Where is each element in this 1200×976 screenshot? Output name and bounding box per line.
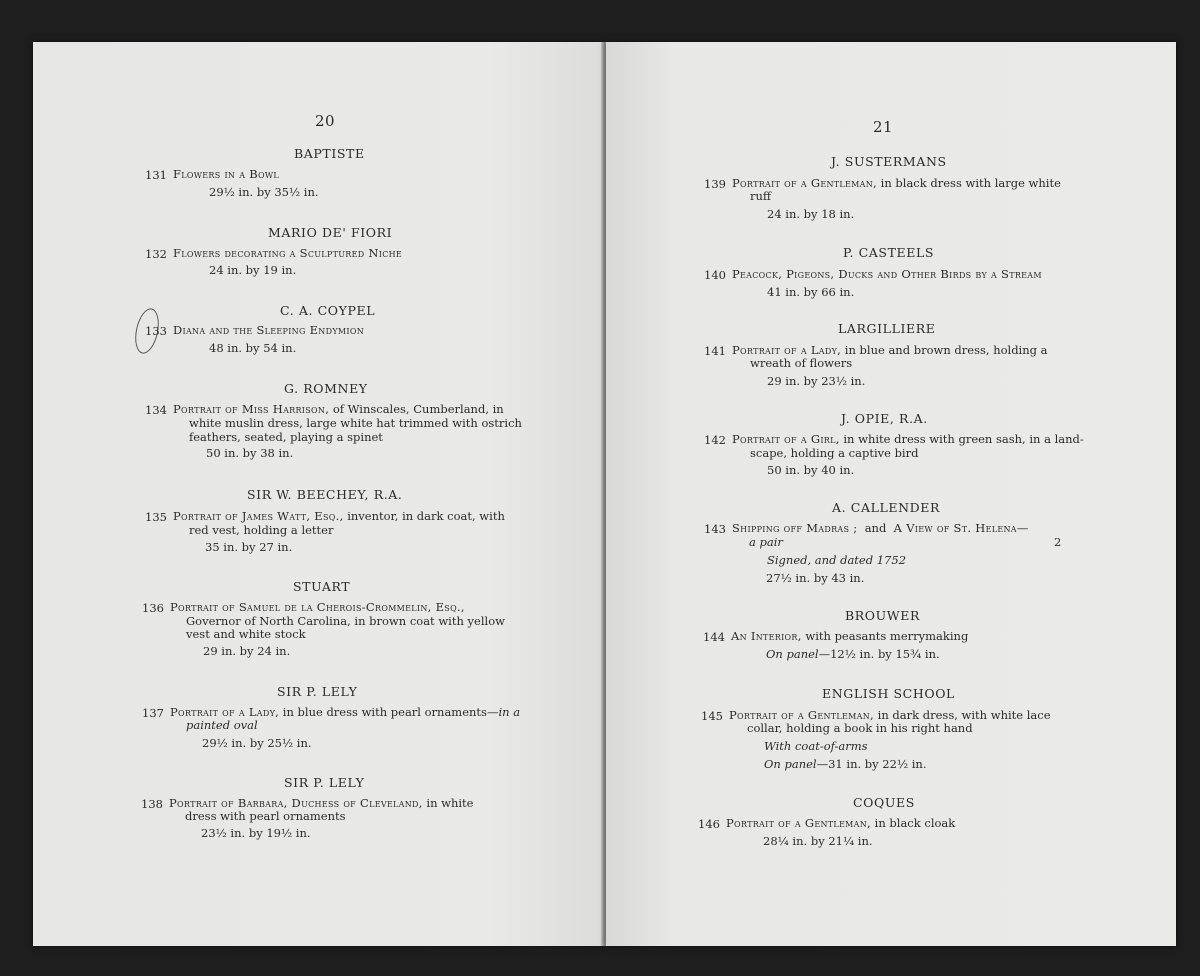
lot-size: 29½ in. by 25½ in. [202, 736, 312, 750]
lot-text: scape, holding a captive bird [750, 446, 919, 460]
artist-heading: STUART [293, 579, 351, 594]
lot-title: Portrait of Samuel de la Cherois-Crommelin, Esq., [170, 600, 465, 614]
lot-title: Diana and the Sleeping Endymion [173, 323, 365, 337]
page-number-right: 21 [873, 118, 894, 136]
lot-number: 141 [704, 344, 726, 358]
lot-number: 135 [145, 510, 167, 524]
lot-text: Portrait of a Girl, in white dress with green sash, in a land- [732, 432, 1084, 446]
lot-size: 23½ in. by 19½ in. [201, 826, 311, 840]
page-number-left: 20 [315, 112, 336, 130]
lot-number: 133 [145, 324, 167, 338]
lot-size: 29½ in. by 35½ in. [209, 185, 319, 199]
artist-heading: G. ROMNEY [284, 381, 368, 396]
lot-size: 24 in. by 18 in. [767, 207, 855, 221]
lot-text: Portrait of a Gentleman, in dark dress, with white lace [729, 708, 1051, 722]
lot-note: With coat-of-arms [764, 739, 868, 753]
lot-title: Flowers in a Bowl [173, 167, 279, 181]
lot-text: dress with pearl ornaments [185, 809, 346, 823]
lot-text: Shipping off Madras ; and A View of St. Helena— [732, 521, 1029, 535]
artist-heading: P. CASTEELS [843, 245, 935, 260]
lot-number: 137 [142, 706, 164, 720]
lot-text: a pair [749, 535, 783, 549]
lot-text: collar, holding a book in his right hand [747, 721, 973, 735]
lot-size: 50 in. by 40 in. [767, 463, 855, 477]
artist-heading: J. OPIE, R.A. [841, 411, 928, 426]
lot-text: vest and white stock [186, 627, 306, 641]
artist-heading: LARGILLIERE [838, 321, 936, 336]
artist-heading: A. CALLENDER [832, 500, 940, 515]
lot-text: Portrait of a Lady, in blue and brown dress, holding a [732, 343, 1048, 357]
lot-number: 131 [145, 168, 167, 182]
lot-text: ruff [750, 189, 772, 203]
artist-heading: J. SUSTERMANS [831, 154, 947, 169]
lot-size: 24 in. by 19 in. [209, 263, 297, 277]
artist-heading: COQUES [853, 795, 915, 810]
lot-size: 41 in. by 66 in. [767, 285, 855, 299]
lot-text: Portrait of James Watt, Esq., inventor, in dark coat, with [173, 509, 505, 523]
lot-text: Portrait of a Lady, in blue dress with pearl ornaments—in a [170, 705, 521, 719]
lot-size: 29 in. by 24 in. [203, 644, 291, 658]
lot-number: 132 [145, 247, 167, 261]
artist-heading: BAPTISTE [294, 146, 365, 161]
artist-heading: ENGLISH SCHOOL [822, 686, 955, 701]
lot-text: white muslin dress, large white hat trimmed with ostrich [189, 416, 522, 430]
lot-number: 140 [704, 268, 726, 282]
lot-number: 136 [142, 601, 164, 615]
lot-number: 145 [701, 709, 723, 723]
lot-title: Peacock, Pigeons, Ducks and Other Birds by a Stream [732, 267, 1042, 281]
lot-text: Portrait of Barbara, Duchess of Cleveland, in white [169, 796, 474, 810]
artist-heading: MARIO DE' FIORI [268, 225, 393, 240]
lot-text: feathers, seated, playing a spinet [189, 430, 383, 444]
lot-text: painted oval [186, 718, 258, 732]
lot-text: An Interior, with peasants merrymaking [731, 629, 969, 643]
lot-number: 146 [698, 817, 720, 831]
lot-size: On panel—12½ in. by 15¾ in. [766, 647, 940, 661]
lot-quantity: 2 [1054, 535, 1062, 549]
artist-heading: SIR P. LELY [277, 684, 358, 699]
lot-text: Portrait of a Gentleman, in black dress with large white [732, 176, 1061, 190]
lot-number: 142 [704, 433, 726, 447]
lot-size: On panel—31 in. by 22½ in. [764, 757, 927, 771]
lot-text: Portrait of a Gentleman, in black cloak [726, 816, 956, 830]
artist-heading: C. A. COYPEL [280, 303, 376, 318]
lot-number: 144 [703, 630, 725, 644]
lot-text: red vest, holding a letter [189, 523, 334, 537]
lot-size: 27½ in. by 43 in. [766, 571, 865, 585]
artist-heading: BROUWER [845, 608, 920, 623]
lot-title: Flowers decorating a Sculptured Niche [173, 246, 403, 260]
lot-number: 134 [145, 403, 167, 417]
lot-size: 50 in. by 38 in. [206, 446, 294, 460]
lot-size: 29 in. by 23½ in. [767, 374, 866, 388]
lot-note: Signed, and dated 1752 [767, 553, 907, 567]
lot-size: 35 in. by 27 in. [205, 540, 293, 554]
lot-text: wreath of flowers [750, 356, 853, 370]
lot-size: 28¼ in. by 21¼ in. [763, 834, 873, 848]
lot-size: 48 in. by 54 in. [209, 341, 297, 355]
lot-text: Governor of North Carolina, in brown coat with yellow [186, 614, 505, 628]
lot-number: 139 [704, 177, 726, 191]
lot-text: Portrait of Miss Harrison, of Winscales, Cumberland, in [173, 402, 504, 416]
lot-number: 143 [704, 522, 726, 536]
artist-heading: SIR W. BEECHEY, R.A. [247, 487, 403, 502]
lot-number: 138 [141, 797, 163, 811]
artist-heading: SIR P. LELY [284, 775, 365, 790]
